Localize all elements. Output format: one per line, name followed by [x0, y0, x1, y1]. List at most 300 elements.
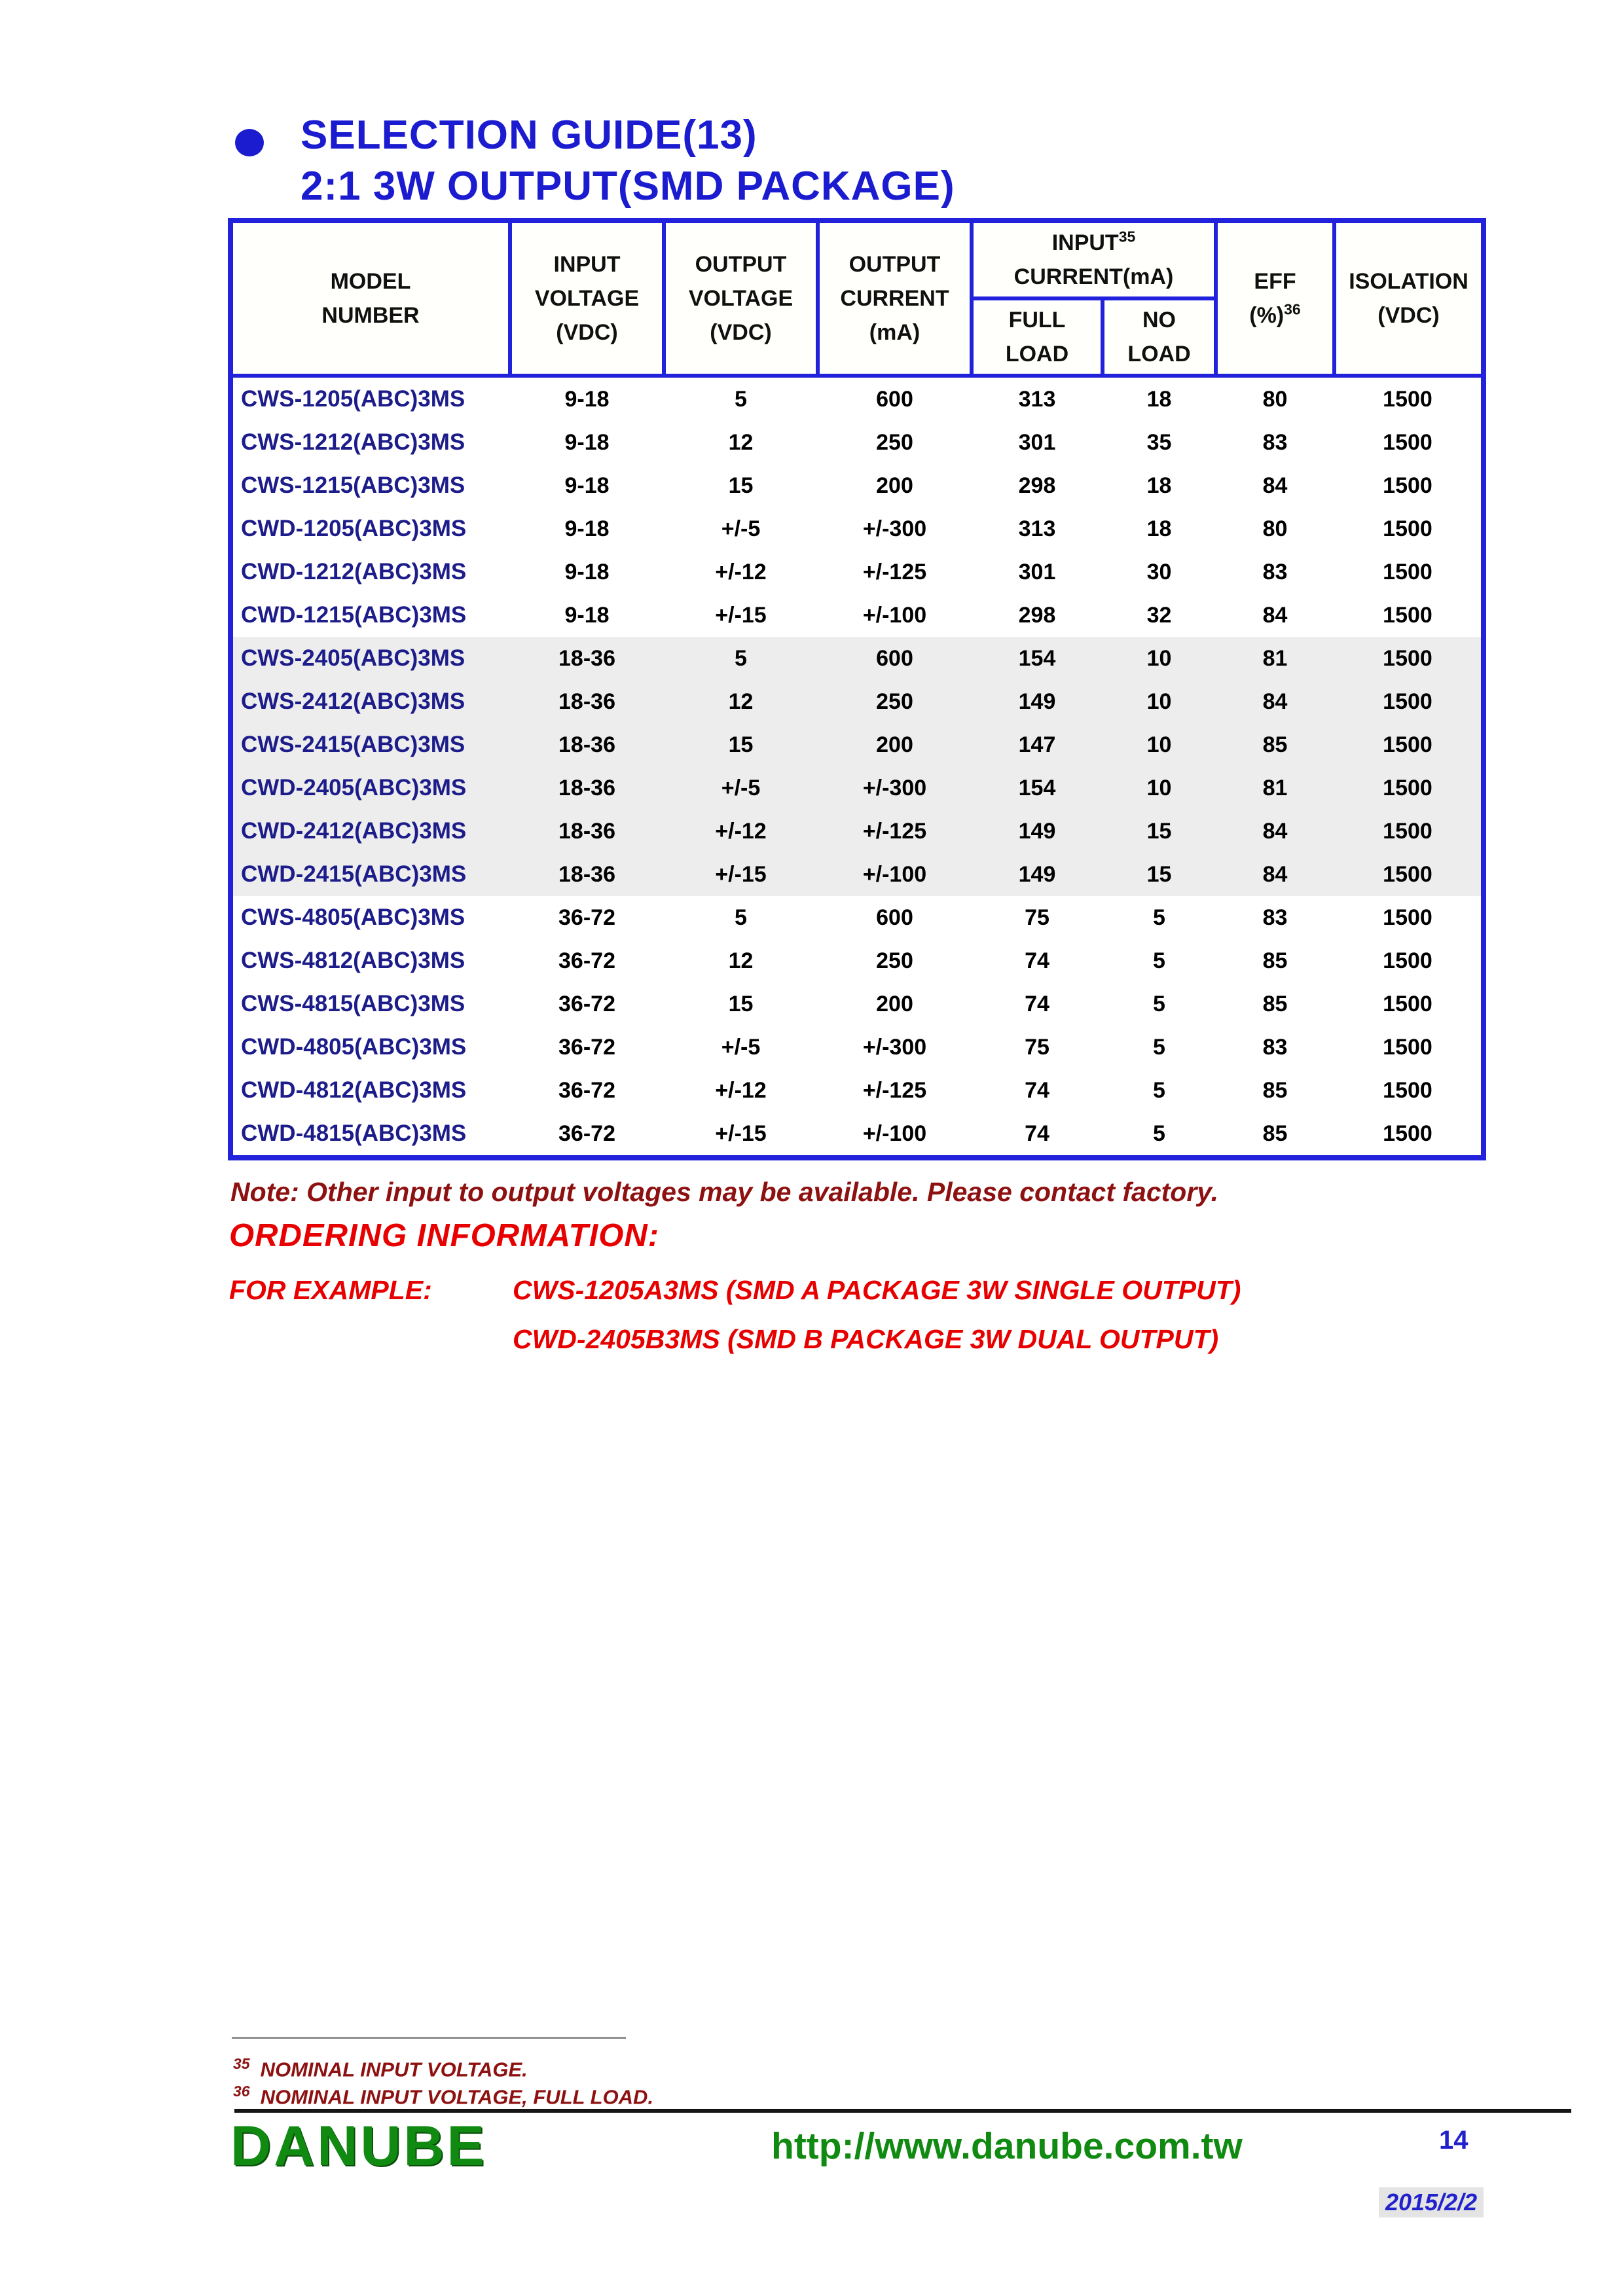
col-header-output-voltage: OUTPUT VOLTAGE (VDC) [664, 221, 818, 376]
cell-isolation [1334, 421, 1484, 464]
output-current-value: 600 [876, 645, 913, 671]
cell-input-current-full-load [972, 680, 1103, 723]
spec-table-header [230, 221, 1484, 376]
model-number-text: CWS-2405(ABC)3MS [241, 645, 465, 671]
isolation-value: 1500 [1383, 429, 1432, 455]
cell-output-current [818, 1026, 972, 1069]
input-voltage-value: 36-72 [558, 905, 615, 930]
table-row [230, 896, 1484, 939]
output-voltage-value: 15 [728, 732, 754, 757]
website-url: http://www.danube.com.tw [771, 2125, 1243, 2167]
isolation-value: 1500 [1383, 645, 1432, 671]
cell-input-voltage [510, 1069, 664, 1112]
cell-eff [1216, 1069, 1334, 1112]
cell-model-number [230, 1069, 510, 1112]
cell-input-current-full-load [972, 421, 1103, 464]
model-number-text: CWD-2412(ABC)3MS [241, 818, 467, 844]
cell-isolation [1334, 723, 1484, 766]
footnote-36 [233, 2083, 653, 2109]
cell-output-voltage [664, 896, 818, 939]
cell-input-voltage [510, 680, 664, 723]
no-load-value: 5 [1153, 991, 1165, 1016]
full-load-value: 74 [1025, 991, 1049, 1016]
cell-output-voltage [664, 1069, 818, 1112]
spec-table-body [230, 376, 1484, 1158]
cell-model-number [230, 982, 510, 1026]
cell-input-current-full-load [972, 376, 1103, 421]
model-number-text: CWS-1212(ABC)3MS [241, 429, 465, 455]
cell-eff [1216, 766, 1334, 810]
cell-model-number [230, 680, 510, 723]
output-voltage-value: +/-5 [721, 516, 761, 541]
cell-input-voltage [510, 594, 664, 637]
cell-output-current [818, 853, 972, 896]
eff-value: 85 [1262, 1121, 1288, 1146]
no-load-value: 5 [1153, 1077, 1165, 1103]
input-voltage-value: 18-36 [558, 861, 615, 887]
output-current-value: +/-100 [862, 861, 927, 887]
page-number: 14 [1439, 2126, 1468, 2155]
footer-divider [234, 2109, 1571, 2113]
cell-input-current-full-load [972, 464, 1103, 507]
table-row [230, 1069, 1484, 1112]
cell-input-current-full-load [972, 507, 1103, 550]
no-load-value: 18 [1146, 386, 1172, 412]
ordering-example-1: CWS-1205A3MS (SMD A PACKAGE 3W SINGLE OUTPUT) [513, 1275, 1241, 1305]
cell-model-number [230, 550, 510, 594]
no-load-value: 15 [1146, 818, 1172, 844]
cell-isolation [1334, 550, 1484, 594]
cell-model-number [230, 421, 510, 464]
table-row [230, 464, 1484, 507]
cell-input-current-no-load [1103, 982, 1216, 1026]
cell-input-current-no-load [1103, 766, 1216, 810]
cell-output-current [818, 421, 972, 464]
output-current-value: 200 [876, 991, 913, 1016]
footnote-35 [233, 2055, 528, 2081]
cell-input-current-no-load [1103, 550, 1216, 594]
eff-value: 83 [1262, 429, 1288, 455]
model-number-text: CWS-2412(ABC)3MS [241, 689, 465, 714]
output-current-value: +/-125 [862, 1077, 927, 1103]
table-row [230, 1112, 1484, 1158]
model-number-text: CWS-1205(ABC)3MS [241, 386, 465, 412]
cell-isolation [1334, 376, 1484, 421]
cell-output-voltage [664, 982, 818, 1026]
cell-input-voltage [510, 810, 664, 853]
cell-isolation [1334, 853, 1484, 896]
cell-model-number [230, 939, 510, 982]
no-load-value: 5 [1153, 1121, 1165, 1146]
isolation-value: 1500 [1383, 905, 1432, 930]
cell-input-voltage [510, 939, 664, 982]
cell-output-current [818, 464, 972, 507]
no-load-value: 5 [1153, 905, 1165, 930]
cell-output-voltage [664, 766, 818, 810]
cell-isolation [1334, 766, 1484, 810]
isolation-value: 1500 [1383, 991, 1432, 1016]
full-load-value: 149 [1018, 689, 1056, 714]
cell-input-current-full-load [972, 853, 1103, 896]
cell-output-voltage [664, 810, 818, 853]
eff-value: 85 [1262, 1077, 1288, 1103]
cell-output-voltage [664, 637, 818, 680]
footnote-36-text: NOMINAL INPUT VOLTAGE, FULL LOAD. [260, 2085, 654, 2109]
output-current-value: +/-100 [862, 1121, 927, 1146]
cell-output-current [818, 680, 972, 723]
no-load-value: 30 [1146, 559, 1172, 584]
page-title-line1: SELECTION GUIDE(13) [301, 113, 757, 158]
cell-eff [1216, 982, 1334, 1026]
cell-isolation [1334, 507, 1484, 550]
cell-output-current [818, 1112, 972, 1158]
col-header-full-load: FULL LOAD [972, 298, 1103, 376]
full-load-value: 298 [1018, 473, 1056, 498]
cell-eff [1216, 594, 1334, 637]
cell-input-current-no-load [1103, 464, 1216, 507]
input-voltage-value: 9-18 [564, 602, 610, 628]
table-row [230, 421, 1484, 464]
input-voltage-value: 9-18 [564, 559, 610, 584]
footnote-35-text: NOMINAL INPUT VOLTAGE. [260, 2058, 528, 2081]
cell-model-number [230, 464, 510, 507]
output-voltage-value: 5 [735, 905, 747, 930]
cell-model-number [230, 1026, 510, 1069]
output-current-value: +/-300 [862, 516, 927, 541]
isolation-value: 1500 [1383, 386, 1432, 412]
cell-model-number [230, 896, 510, 939]
output-voltage-value: 5 [735, 645, 747, 671]
no-load-value: 32 [1146, 602, 1172, 628]
eff-value: 80 [1262, 516, 1288, 541]
cell-input-current-no-load [1103, 1069, 1216, 1112]
cell-input-voltage [510, 464, 664, 507]
isolation-value: 1500 [1383, 559, 1432, 584]
cell-isolation [1334, 637, 1484, 680]
table-row [230, 853, 1484, 896]
page-title [301, 110, 955, 212]
cell-input-voltage [510, 1026, 664, 1069]
table-row [230, 376, 1484, 421]
cell-eff [1216, 1026, 1334, 1069]
cell-input-current-full-load [972, 1026, 1103, 1069]
eff-value: 85 [1262, 732, 1288, 757]
output-voltage-value: +/-15 [715, 1121, 767, 1146]
isolation-value: 1500 [1383, 1034, 1432, 1060]
isolation-value: 1500 [1383, 1121, 1432, 1146]
output-voltage-value: 15 [728, 991, 754, 1016]
isolation-value: 1500 [1383, 948, 1432, 973]
cell-input-voltage [510, 723, 664, 766]
cell-input-voltage [510, 1112, 664, 1158]
eff-value: 83 [1262, 1034, 1288, 1060]
eff-value: 81 [1262, 645, 1288, 671]
input-voltage-value: 18-36 [558, 818, 615, 844]
isolation-value: 1500 [1383, 689, 1432, 714]
input-voltage-value: 18-36 [558, 775, 615, 800]
table-row [230, 550, 1484, 594]
input-voltage-value: 36-72 [558, 1034, 615, 1060]
isolation-value: 1500 [1383, 732, 1432, 757]
spec-table [228, 218, 1486, 1160]
no-load-value: 18 [1146, 516, 1172, 541]
col-header-input-voltage: INPUT VOLTAGE (VDC) [510, 221, 664, 376]
cell-input-current-full-load [972, 1112, 1103, 1158]
isolation-value: 1500 [1383, 516, 1432, 541]
cell-input-current-full-load [972, 939, 1103, 982]
cell-input-current-full-load [972, 896, 1103, 939]
model-number-text: CWD-1205(ABC)3MS [241, 516, 467, 541]
input-voltage-value: 9-18 [564, 473, 610, 498]
cell-output-voltage [664, 939, 818, 982]
cell-input-current-full-load [972, 1069, 1103, 1112]
cell-output-current [818, 507, 972, 550]
output-current-value: +/-300 [862, 1034, 927, 1060]
table-row [230, 1026, 1484, 1069]
cell-eff [1216, 810, 1334, 853]
isolation-value: 1500 [1383, 775, 1432, 800]
output-current-value: 200 [876, 732, 913, 757]
output-voltage-value: +/-5 [721, 775, 761, 800]
bullet-icon [235, 129, 264, 156]
no-load-value: 5 [1153, 948, 1165, 973]
cell-eff [1216, 637, 1334, 680]
input-voltage-value: 36-72 [558, 1121, 615, 1146]
cell-output-current [818, 939, 972, 982]
table-row [230, 680, 1484, 723]
output-current-value: 200 [876, 473, 913, 498]
cell-isolation [1334, 939, 1484, 982]
cell-input-current-full-load [972, 594, 1103, 637]
cell-eff [1216, 853, 1334, 896]
output-current-value: +/-100 [862, 602, 927, 628]
cell-model-number [230, 853, 510, 896]
cell-model-number [230, 637, 510, 680]
eff-value: 83 [1262, 559, 1288, 584]
cell-output-current [818, 550, 972, 594]
cell-eff [1216, 723, 1334, 766]
cell-input-current-full-load [972, 810, 1103, 853]
cell-output-voltage [664, 680, 818, 723]
cell-eff [1216, 507, 1334, 550]
no-load-value: 5 [1153, 1034, 1165, 1060]
cell-model-number [230, 810, 510, 853]
ordering-information-heading: ORDERING INFORMATION: [229, 1218, 660, 1253]
cell-isolation [1334, 464, 1484, 507]
footnote-divider [232, 2037, 626, 2039]
cell-output-voltage [664, 507, 818, 550]
table-row [230, 507, 1484, 550]
full-load-value: 313 [1018, 386, 1056, 412]
model-number-text: CWD-4812(ABC)3MS [241, 1077, 467, 1103]
cell-input-current-no-load [1103, 939, 1216, 982]
output-voltage-value: 12 [728, 948, 754, 973]
cell-input-current-full-load [972, 723, 1103, 766]
isolation-value: 1500 [1383, 861, 1432, 887]
no-load-value: 10 [1146, 689, 1172, 714]
cell-eff [1216, 896, 1334, 939]
cell-isolation [1334, 896, 1484, 939]
footnote-ref-35: 35 [1118, 228, 1136, 245]
output-current-value: 250 [876, 948, 913, 973]
eff-value: 84 [1262, 602, 1288, 628]
cell-model-number [230, 723, 510, 766]
table-row [230, 637, 1484, 680]
cell-input-current-no-load [1103, 723, 1216, 766]
cell-output-current [818, 376, 972, 421]
revision-date: 2015/2/2 [1379, 2187, 1484, 2217]
col-header-model-number: MODEL NUMBER [230, 221, 510, 376]
no-load-value: 10 [1146, 732, 1172, 757]
model-number-text: CWD-4815(ABC)3MS [241, 1121, 467, 1146]
input-voltage-value: 36-72 [558, 991, 615, 1016]
cell-eff [1216, 1112, 1334, 1158]
cell-eff [1216, 464, 1334, 507]
cell-input-current-no-load [1103, 896, 1216, 939]
output-current-value: +/-125 [862, 559, 927, 584]
isolation-value: 1500 [1383, 1077, 1432, 1103]
col-header-input-current-group: INPUT$^{35}$ CURRENT(mA) [972, 221, 1216, 298]
cell-model-number [230, 766, 510, 810]
full-load-value: 75 [1025, 905, 1049, 930]
model-number-text: CWD-4805(ABC)3MS [241, 1034, 467, 1060]
eff-value: 85 [1262, 991, 1288, 1016]
full-load-value: 74 [1025, 1121, 1049, 1146]
table-row [230, 723, 1484, 766]
cell-input-current-no-load [1103, 810, 1216, 853]
no-load-value: 18 [1146, 473, 1172, 498]
cell-isolation [1334, 1112, 1484, 1158]
input-voltage-value: 18-36 [558, 645, 615, 671]
cell-isolation [1334, 1026, 1484, 1069]
eff-value: 80 [1262, 386, 1288, 412]
table-row [230, 982, 1484, 1026]
model-number-text: CWS-4812(ABC)3MS [241, 948, 465, 973]
full-load-value: 313 [1018, 516, 1056, 541]
cell-input-current-no-load [1103, 507, 1216, 550]
isolation-value: 1500 [1383, 602, 1432, 628]
cell-input-current-full-load [972, 637, 1103, 680]
input-voltage-value: 9-18 [564, 516, 610, 541]
eff-value: 84 [1262, 473, 1288, 498]
full-load-value: 147 [1018, 732, 1056, 757]
output-current-value: 600 [876, 905, 913, 930]
full-load-value: 149 [1018, 861, 1056, 887]
no-load-value: 10 [1146, 775, 1172, 800]
cell-model-number [230, 507, 510, 550]
table-row [230, 766, 1484, 810]
cell-input-current-no-load [1103, 637, 1216, 680]
output-current-value: +/-300 [862, 775, 927, 800]
cell-input-voltage [510, 507, 664, 550]
cell-input-current-no-load [1103, 1026, 1216, 1069]
output-current-value: 250 [876, 689, 913, 714]
page-title-line2: 2:1 3W OUTPUT(SMD PACKAGE) [301, 164, 955, 209]
col-header-eff: EFF (%)$^{36}$ [1216, 221, 1334, 376]
table-row [230, 810, 1484, 853]
ordering-example-2: CWD-2405B3MS (SMD B PACKAGE 3W DUAL OUTPUT) [513, 1324, 1219, 1354]
no-load-value: 35 [1146, 429, 1172, 455]
input-voltage-value: 9-18 [564, 386, 610, 412]
cell-input-voltage [510, 376, 664, 421]
cell-output-current [818, 766, 972, 810]
cell-isolation [1334, 1069, 1484, 1112]
cell-output-voltage [664, 376, 818, 421]
output-voltage-value: +/-12 [715, 559, 767, 584]
cell-isolation [1334, 680, 1484, 723]
full-load-value: 298 [1018, 602, 1056, 628]
cell-isolation [1334, 982, 1484, 1026]
isolation-value: 1500 [1383, 473, 1432, 498]
cell-output-voltage [664, 421, 818, 464]
output-voltage-value: +/-5 [721, 1034, 761, 1060]
cell-output-voltage [664, 550, 818, 594]
cell-eff [1216, 550, 1334, 594]
cell-output-voltage [664, 1026, 818, 1069]
output-voltage-value: 12 [728, 429, 754, 455]
output-voltage-value: 12 [728, 689, 754, 714]
brand-logo: DANUBE [230, 2115, 487, 2178]
eff-value: 81 [1262, 775, 1288, 800]
output-current-value: 600 [876, 386, 913, 412]
full-load-value: 75 [1025, 1034, 1049, 1060]
cell-eff [1216, 421, 1334, 464]
input-voltage-value: 18-36 [558, 732, 615, 757]
cell-eff [1216, 939, 1334, 982]
full-load-value: 301 [1018, 559, 1056, 584]
col-header-no-load: NO LOAD [1103, 298, 1216, 376]
cell-output-voltage [664, 1112, 818, 1158]
cell-output-current [818, 637, 972, 680]
cell-output-voltage [664, 594, 818, 637]
eff-value: 83 [1262, 905, 1288, 930]
output-voltage-value: 15 [728, 473, 754, 498]
output-voltage-value: +/-12 [715, 1077, 767, 1103]
model-number-text: CWD-2415(ABC)3MS [241, 861, 467, 887]
cell-input-voltage [510, 421, 664, 464]
cell-output-current [818, 896, 972, 939]
output-voltage-value: 5 [735, 386, 747, 412]
cell-input-current-no-load [1103, 421, 1216, 464]
footnote-35-marker: 35 [233, 2055, 250, 2072]
full-load-value: 74 [1025, 948, 1049, 973]
cell-output-current [818, 723, 972, 766]
full-load-value: 154 [1018, 775, 1056, 800]
full-load-value: 74 [1025, 1077, 1049, 1103]
eff-value: 84 [1262, 818, 1288, 844]
eff-value: 85 [1262, 948, 1288, 973]
cell-output-current [818, 594, 972, 637]
table-row [230, 594, 1484, 637]
input-voltage-value: 36-72 [558, 948, 615, 973]
cell-input-voltage [510, 550, 664, 594]
for-example-label: FOR EXAMPLE: [229, 1275, 432, 1305]
input-voltage-value: 18-36 [558, 689, 615, 714]
cell-model-number [230, 594, 510, 637]
footnote-ref-36: 36 [1284, 300, 1301, 318]
output-voltage-value: +/-15 [715, 861, 767, 887]
cell-eff [1216, 680, 1334, 723]
cell-output-current [818, 1069, 972, 1112]
cell-model-number [230, 1112, 510, 1158]
model-number-text: CWS-2415(ABC)3MS [241, 732, 465, 757]
cell-input-current-no-load [1103, 376, 1216, 421]
cell-input-voltage [510, 896, 664, 939]
output-current-value: 250 [876, 429, 913, 455]
output-voltage-value: +/-12 [715, 818, 767, 844]
full-load-value: 149 [1018, 818, 1056, 844]
col-header-isolation: ISOLATION (VDC) [1334, 221, 1484, 376]
